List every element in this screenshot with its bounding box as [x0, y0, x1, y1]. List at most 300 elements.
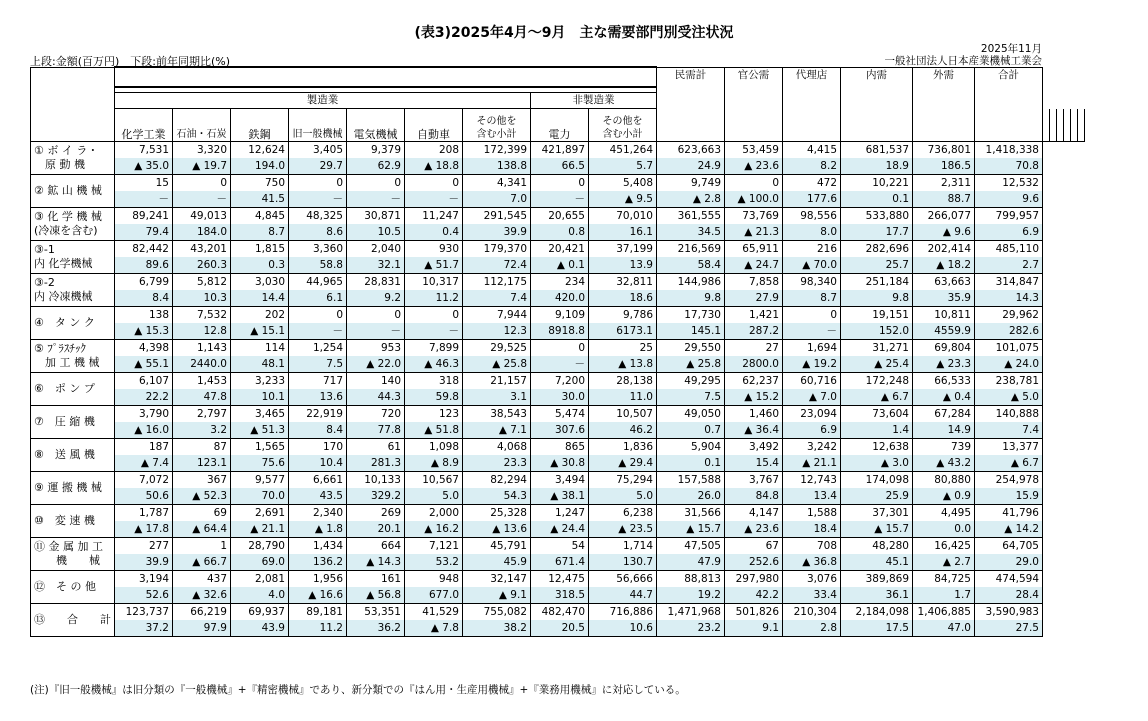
- yoy-ratio-cell: 53.2: [405, 554, 463, 571]
- amount-cell: 6,661: [289, 472, 347, 489]
- yoy-ratio-cell: －: [173, 191, 231, 208]
- amount-cell: 7,899: [405, 340, 463, 357]
- table-row: [31, 307, 1085, 324]
- yoy-ratio-cell: －: [289, 323, 347, 340]
- amount-cell: 1,694: [783, 340, 841, 357]
- table-row: [31, 389, 1085, 406]
- yoy-ratio-cell: 12.8: [173, 323, 231, 340]
- yoy-ratio-cell: ▲ 43.2: [913, 455, 975, 472]
- amount-cell: 48,280: [841, 538, 913, 555]
- row-label-text: ④ タ ン ク: [34, 316, 95, 329]
- amount-cell: 19,151: [841, 307, 913, 324]
- amount-cell: 10,507: [589, 406, 657, 423]
- amount-cell: 98,340: [783, 274, 841, 291]
- amount-cell: 3,076: [783, 571, 841, 588]
- amount-cell: 2,040: [347, 241, 405, 258]
- yoy-ratio-cell: 16.1: [589, 224, 657, 241]
- column-header: 自動車: [405, 109, 463, 142]
- yoy-ratio-cell: －: [115, 191, 173, 208]
- yoy-ratio-cell: 186.5: [913, 158, 975, 175]
- amount-cell: 32,147: [463, 571, 531, 588]
- orders-table: [30, 66, 1085, 637]
- yoy-ratio-cell: 7.4: [975, 422, 1043, 439]
- yoy-ratio-cell: 4559.9: [913, 323, 975, 340]
- yoy-ratio-cell: 8.6: [289, 224, 347, 241]
- yoy-ratio-cell: ▲ 7.8: [405, 620, 463, 637]
- yoy-ratio-cell: 2.8: [783, 620, 841, 637]
- amount-cell: 0: [725, 175, 783, 192]
- amount-cell: 54: [531, 538, 589, 555]
- yoy-ratio-cell: ▲ 15.7: [657, 521, 725, 538]
- yoy-ratio-cell: 41.5: [231, 191, 289, 208]
- yoy-ratio-cell: 138.8: [463, 158, 531, 175]
- amount-cell: 755,082: [463, 604, 531, 621]
- yoy-ratio-cell: ▲ 24.0: [975, 356, 1043, 373]
- yoy-ratio-cell: 48.1: [231, 356, 289, 373]
- amount-cell: 2,081: [231, 571, 289, 588]
- amount-cell: 62,237: [725, 373, 783, 390]
- amount-cell: 0: [347, 307, 405, 324]
- amount-cell: 799,957: [975, 208, 1043, 225]
- yoy-ratio-cell: ▲ 2.8: [657, 191, 725, 208]
- table-row: [31, 554, 1085, 571]
- amount-cell: 7,944: [463, 307, 531, 324]
- amount-cell: 3,360: [289, 241, 347, 258]
- yoy-ratio-cell: 152.0: [841, 323, 913, 340]
- amount-cell: 254,978: [975, 472, 1043, 489]
- yoy-ratio-cell: ▲ 0.9: [913, 488, 975, 505]
- yoy-ratio-cell: 1.4: [841, 422, 913, 439]
- yoy-ratio-cell: 2440.0: [173, 356, 231, 373]
- yoy-ratio-cell: 72.4: [463, 257, 531, 274]
- amount-cell: 2,000: [405, 505, 463, 522]
- yoy-ratio-cell: 5.0: [589, 488, 657, 505]
- amount-cell: 89,181: [289, 604, 347, 621]
- yoy-ratio-cell: ▲ 9.1: [463, 587, 531, 604]
- yoy-ratio-cell: 42.2: [725, 587, 783, 604]
- yoy-ratio-cell: ▲ 52.3: [173, 488, 231, 505]
- amount-cell: 53,459: [725, 142, 783, 159]
- amount-cell: 234: [531, 274, 589, 291]
- row-label-text: ⑤ ﾌﾟﾗｽﾁｯｸ 加 工 機 械: [34, 342, 100, 369]
- yoy-ratio-cell: 0.0: [913, 521, 975, 538]
- amount-cell: 41,529: [405, 604, 463, 621]
- yoy-ratio-cell: －: [531, 191, 589, 208]
- table-row: [31, 521, 1085, 538]
- yoy-ratio-cell: 194.0: [231, 158, 289, 175]
- header-manufacturing: 製造業: [115, 93, 531, 109]
- table-row: [31, 373, 1085, 390]
- yoy-ratio-cell: 136.2: [289, 554, 347, 571]
- amount-cell: 3,492: [725, 439, 783, 456]
- amount-cell: 216: [783, 241, 841, 258]
- column-header: 電力: [531, 109, 589, 142]
- yoy-ratio-cell: 13.4: [783, 488, 841, 505]
- yoy-ratio-cell: 13.6: [289, 389, 347, 406]
- yoy-ratio-cell: 8.0: [783, 224, 841, 241]
- amount-cell: 12,475: [531, 571, 589, 588]
- amount-cell: 216,569: [657, 241, 725, 258]
- amount-cell: 0: [531, 340, 589, 357]
- yoy-ratio-cell: 75.6: [231, 455, 289, 472]
- yoy-ratio-cell: 36.2: [347, 620, 405, 637]
- yoy-ratio-cell: ▲ 23.6: [725, 158, 783, 175]
- yoy-ratio-cell: ▲ 30.8: [531, 455, 589, 472]
- yoy-ratio-cell: 13.9: [589, 257, 657, 274]
- amount-cell: 2,691: [231, 505, 289, 522]
- amount-cell: 533,880: [841, 208, 913, 225]
- amount-cell: 37,199: [589, 241, 657, 258]
- column-header: 化学工業: [115, 109, 173, 142]
- row-label: [31, 175, 115, 208]
- amount-cell: 4,398: [115, 340, 173, 357]
- amount-cell: 297,980: [725, 571, 783, 588]
- amount-cell: 0: [289, 307, 347, 324]
- amount-cell: 1,418,338: [975, 142, 1043, 159]
- amount-cell: 1,247: [531, 505, 589, 522]
- amount-cell: 6,238: [589, 505, 657, 522]
- amount-cell: 623,663: [657, 142, 725, 159]
- amount-cell: 20,421: [531, 241, 589, 258]
- amount-cell: 208: [405, 142, 463, 159]
- yoy-ratio-cell: 145.1: [657, 323, 725, 340]
- table-row: [31, 356, 1085, 373]
- yoy-ratio-cell: －: [347, 191, 405, 208]
- column-header: 電気機械: [347, 109, 405, 142]
- amount-cell: 138: [115, 307, 173, 324]
- amount-cell: 10,317: [405, 274, 463, 291]
- amount-cell: 2,340: [289, 505, 347, 522]
- yoy-ratio-cell: 11.0: [589, 389, 657, 406]
- yoy-ratio-cell: 6173.1: [589, 323, 657, 340]
- yoy-ratio-cell: ▲ 0.4: [913, 389, 975, 406]
- amount-cell: 22,919: [289, 406, 347, 423]
- yoy-ratio-cell: 15.9: [975, 488, 1043, 505]
- amount-cell: 1,406,885: [913, 604, 975, 621]
- yoy-ratio-cell: ▲ 24.4: [531, 521, 589, 538]
- row-label-text: ⑦ 圧 縮 機: [34, 415, 95, 428]
- table-row: [31, 406, 1085, 423]
- yoy-ratio-cell: 282.6: [975, 323, 1043, 340]
- yoy-ratio-cell: 26.0: [657, 488, 725, 505]
- yoy-ratio-cell: 7.5: [657, 389, 725, 406]
- yoy-ratio-cell: ▲ 51.8: [405, 422, 463, 439]
- column-header: 石油・石炭: [173, 109, 231, 142]
- yoy-ratio-cell: 11.2: [405, 290, 463, 307]
- amount-cell: 7,858: [725, 274, 783, 291]
- amount-cell: 1,098: [405, 439, 463, 456]
- amount-cell: 501,826: [725, 604, 783, 621]
- yoy-ratio-cell: 34.5: [657, 224, 725, 241]
- yoy-ratio-cell: 28.4: [975, 587, 1043, 604]
- amount-cell: 28,790: [231, 538, 289, 555]
- yoy-ratio-cell: 33.4: [783, 587, 841, 604]
- yoy-ratio-cell: 318.5: [531, 587, 589, 604]
- amount-cell: 482,470: [531, 604, 589, 621]
- yoy-ratio-cell: 281.3: [347, 455, 405, 472]
- row-label: [31, 307, 115, 340]
- yoy-ratio-cell: －: [347, 323, 405, 340]
- yoy-ratio-cell: ▲ 55.1: [115, 356, 173, 373]
- amount-cell: 9,786: [589, 307, 657, 324]
- amount-cell: 41,796: [975, 505, 1043, 522]
- table-row: [31, 241, 1085, 258]
- row-label: [31, 604, 115, 637]
- yoy-ratio-cell: 70.8: [975, 158, 1043, 175]
- amount-cell: 277: [115, 538, 173, 555]
- amount-cell: 1,714: [589, 538, 657, 555]
- amount-cell: 31,566: [657, 505, 725, 522]
- amount-cell: 1,588: [783, 505, 841, 522]
- amount-cell: 23,094: [783, 406, 841, 423]
- row-label: [31, 208, 115, 241]
- amount-cell: 73,769: [725, 208, 783, 225]
- yoy-ratio-cell: ▲ 70.0: [783, 257, 841, 274]
- yoy-ratio-cell: 50.6: [115, 488, 173, 505]
- amount-cell: 5,474: [531, 406, 589, 423]
- yoy-ratio-cell: 69.0: [231, 554, 289, 571]
- header-total: 合計: [975, 67, 1043, 142]
- amount-cell: 474,594: [975, 571, 1043, 588]
- row-label-text: ⑧ 送 風 機: [34, 448, 95, 461]
- amount-cell: 1: [173, 538, 231, 555]
- amount-cell: 9,577: [231, 472, 289, 489]
- amount-cell: 1,815: [231, 241, 289, 258]
- table-row: [31, 620, 1085, 637]
- yoy-ratio-cell: 6.9: [783, 422, 841, 439]
- yoy-ratio-cell: 54.3: [463, 488, 531, 505]
- amount-cell: 4,147: [725, 505, 783, 522]
- amount-cell: 3,242: [783, 439, 841, 456]
- amount-cell: 67: [725, 538, 783, 555]
- amount-cell: 421,897: [531, 142, 589, 159]
- yoy-ratio-cell: 0.1: [841, 191, 913, 208]
- yoy-ratio-cell: 0.3: [231, 257, 289, 274]
- amount-cell: 3,194: [115, 571, 173, 588]
- table-row: [31, 571, 1085, 588]
- amount-cell: 739: [913, 439, 975, 456]
- amount-cell: 708: [783, 538, 841, 555]
- amount-cell: 61: [347, 439, 405, 456]
- yoy-ratio-cell: ▲ 38.1: [531, 488, 589, 505]
- table-row: [31, 472, 1085, 489]
- amount-cell: 717: [289, 373, 347, 390]
- amount-cell: 3,030: [231, 274, 289, 291]
- yoy-ratio-cell: ▲ 21.3: [725, 224, 783, 241]
- yoy-ratio-cell: 12.3: [463, 323, 531, 340]
- yoy-ratio-cell: －: [783, 323, 841, 340]
- amount-cell: 3,767: [725, 472, 783, 489]
- amount-cell: 187: [115, 439, 173, 456]
- amount-cell: 69,804: [913, 340, 975, 357]
- yoy-ratio-cell: 79.4: [115, 224, 173, 241]
- amount-cell: 65,911: [725, 241, 783, 258]
- yoy-ratio-cell: 6.1: [289, 290, 347, 307]
- amount-cell: 4,341: [463, 175, 531, 192]
- yoy-ratio-cell: 14.4: [231, 290, 289, 307]
- yoy-ratio-cell: 62.9: [347, 158, 405, 175]
- yoy-ratio-cell: ▲ 7.1: [463, 422, 531, 439]
- amount-cell: 720: [347, 406, 405, 423]
- yoy-ratio-cell: ▲ 18.8: [405, 158, 463, 175]
- yoy-ratio-cell: ▲ 16.6: [289, 587, 347, 604]
- amount-cell: 82,442: [115, 241, 173, 258]
- amount-cell: 49,013: [173, 208, 231, 225]
- yoy-ratio-cell: ▲ 25.8: [657, 356, 725, 373]
- yoy-ratio-cell: 97.9: [173, 620, 231, 637]
- yoy-ratio-cell: 0.1: [657, 455, 725, 472]
- yoy-ratio-cell: ▲ 23.3: [913, 356, 975, 373]
- yoy-ratio-cell: ▲ 23.6: [725, 521, 783, 538]
- yoy-ratio-cell: ▲ 36.8: [783, 554, 841, 571]
- yoy-ratio-cell: ▲ 56.8: [347, 587, 405, 604]
- amount-cell: 82,294: [463, 472, 531, 489]
- yoy-ratio-cell: 24.9: [657, 158, 725, 175]
- yoy-ratio-cell: ▲ 25.8: [463, 356, 531, 373]
- yoy-ratio-cell: 9.2: [347, 290, 405, 307]
- amount-cell: 4,845: [231, 208, 289, 225]
- column-header-blank: [1071, 109, 1078, 142]
- yoy-ratio-cell: 10.4: [289, 455, 347, 472]
- header-domestic: 内需: [841, 67, 913, 142]
- yoy-ratio-cell: ▲ 35.0: [115, 158, 173, 175]
- amount-cell: 5,904: [657, 439, 725, 456]
- amount-cell: 140: [347, 373, 405, 390]
- amount-cell: 4,415: [783, 142, 841, 159]
- table-row: [31, 439, 1085, 456]
- amount-cell: 69,937: [231, 604, 289, 621]
- column-header-blank: [1064, 109, 1071, 142]
- amount-cell: 0: [405, 175, 463, 192]
- amount-cell: 716,886: [589, 604, 657, 621]
- amount-cell: 269: [347, 505, 405, 522]
- amount-cell: 75,294: [589, 472, 657, 489]
- yoy-ratio-cell: ▲ 8.9: [405, 455, 463, 472]
- yoy-ratio-cell: 9.8: [657, 290, 725, 307]
- amount-cell: 43,201: [173, 241, 231, 258]
- yoy-ratio-cell: 58.4: [657, 257, 725, 274]
- amount-cell: 1,434: [289, 538, 347, 555]
- row-label: [31, 505, 115, 538]
- yoy-ratio-cell: 36.1: [841, 587, 913, 604]
- yoy-ratio-cell: ▲ 6.7: [841, 389, 913, 406]
- amount-cell: 0: [173, 175, 231, 192]
- row-label-text: ② 鉱 山 機 械: [34, 184, 102, 197]
- amount-cell: 2,311: [913, 175, 975, 192]
- yoy-ratio-cell: 32.1: [347, 257, 405, 274]
- amount-cell: 89,241: [115, 208, 173, 225]
- yoy-ratio-cell: 307.6: [531, 422, 589, 439]
- yoy-ratio-cell: ▲ 14.2: [975, 521, 1043, 538]
- yoy-ratio-cell: 9.8: [841, 290, 913, 307]
- yoy-ratio-cell: ▲ 51.7: [405, 257, 463, 274]
- amount-cell: 172,399: [463, 142, 531, 159]
- yoy-ratio-cell: 0.8: [531, 224, 589, 241]
- yoy-ratio-cell: 1.7: [913, 587, 975, 604]
- amount-cell: 7,532: [173, 307, 231, 324]
- yoy-ratio-cell: ▲ 3.0: [841, 455, 913, 472]
- yoy-ratio-cell: 14.3: [975, 290, 1043, 307]
- column-header-blank: [1057, 109, 1064, 142]
- amount-cell: 73,604: [841, 406, 913, 423]
- yoy-ratio-cell: 30.0: [531, 389, 589, 406]
- amount-cell: 6,799: [115, 274, 173, 291]
- amount-cell: 27: [725, 340, 783, 357]
- amount-cell: 2,184,098: [841, 604, 913, 621]
- yoy-ratio-cell: ▲ 32.6: [173, 587, 231, 604]
- yoy-ratio-cell: ▲ 2.7: [913, 554, 975, 571]
- header-agency: 代理店: [783, 67, 841, 142]
- amount-cell: 318: [405, 373, 463, 390]
- amount-cell: 11,247: [405, 208, 463, 225]
- yoy-ratio-cell: 22.2: [115, 389, 173, 406]
- amount-cell: 251,184: [841, 274, 913, 291]
- amount-cell: 88,813: [657, 571, 725, 588]
- yoy-ratio-cell: －: [289, 191, 347, 208]
- header-government: 官公需: [725, 67, 783, 142]
- table-row: [31, 158, 1085, 175]
- table-row: [31, 224, 1085, 241]
- amount-cell: 64,705: [975, 538, 1043, 555]
- amount-cell: 238,781: [975, 373, 1043, 390]
- yoy-ratio-cell: 29.7: [289, 158, 347, 175]
- yoy-ratio-cell: 58.8: [289, 257, 347, 274]
- row-label: [31, 274, 115, 307]
- amount-cell: 5,408: [589, 175, 657, 192]
- yoy-ratio-cell: ▲ 6.7: [975, 455, 1043, 472]
- footnote: (注)『旧一般機械』は旧分類の『一般機械』+『精密機械』であり、新分類での『はん用・生産用機械』+『業務用機械』に対応している。: [30, 684, 686, 696]
- yoy-ratio-cell: 5.0: [405, 488, 463, 505]
- amount-cell: 20,655: [531, 208, 589, 225]
- yoy-ratio-cell: ▲ 64.4: [173, 521, 231, 538]
- amount-cell: 15: [115, 175, 173, 192]
- amount-cell: 1,254: [289, 340, 347, 357]
- row-label: [31, 340, 115, 373]
- row-label-text: ③-2 内 冷凍機械: [34, 276, 93, 303]
- row-label: [31, 571, 115, 604]
- amount-cell: 140,888: [975, 406, 1043, 423]
- row-label: [31, 373, 115, 406]
- yoy-ratio-cell: ▲ 51.3: [231, 422, 289, 439]
- row-label-text: ⑨ 運 搬 機 械: [34, 481, 102, 494]
- amount-cell: 45,791: [463, 538, 531, 555]
- yoy-ratio-cell: ▲ 36.4: [725, 422, 783, 439]
- yoy-ratio-cell: 47.8: [173, 389, 231, 406]
- amount-cell: 282,696: [841, 241, 913, 258]
- yoy-ratio-cell: 671.4: [531, 554, 589, 571]
- yoy-ratio-cell: ▲ 21.1: [783, 455, 841, 472]
- yoy-ratio-cell: 123.1: [173, 455, 231, 472]
- amount-cell: 10,811: [913, 307, 975, 324]
- yoy-ratio-cell: 8.7: [783, 290, 841, 307]
- yoy-ratio-cell: 8.4: [115, 290, 173, 307]
- table-row: [31, 290, 1085, 307]
- amount-cell: 114: [231, 340, 289, 357]
- yoy-ratio-cell: 20.1: [347, 521, 405, 538]
- yoy-ratio-cell: ▲ 13.6: [463, 521, 531, 538]
- amount-cell: 13,377: [975, 439, 1043, 456]
- column-header: その他を 含む小計: [589, 109, 657, 142]
- amount-cell: 750: [231, 175, 289, 192]
- amount-cell: 3,233: [231, 373, 289, 390]
- amount-cell: 29,550: [657, 340, 725, 357]
- amount-cell: 32,811: [589, 274, 657, 291]
- amount-cell: 367: [173, 472, 231, 489]
- yoy-ratio-cell: ▲ 5.0: [975, 389, 1043, 406]
- row-label: [31, 241, 115, 274]
- yoy-ratio-cell: 89.6: [115, 257, 173, 274]
- yoy-ratio-cell: 10.3: [173, 290, 231, 307]
